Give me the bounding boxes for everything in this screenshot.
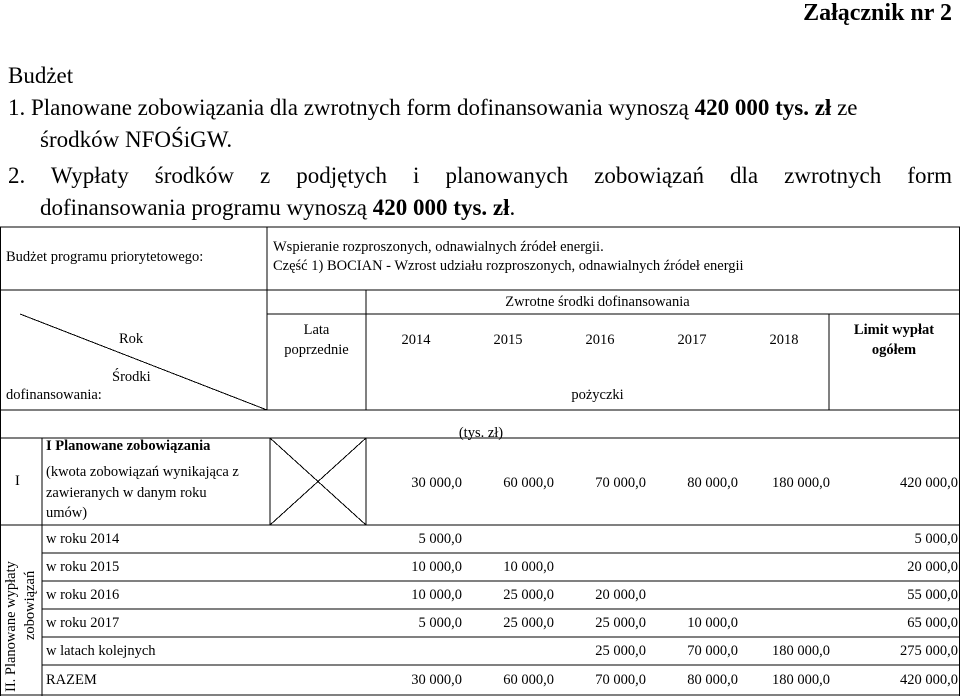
section2-row-total: 420 000,0 [900,672,958,688]
section2-row-label: w roku 2015 [46,559,120,575]
section1-total: 420 000,0 [900,475,958,491]
section2-cell: 180 000,0 [772,643,830,659]
intro-item-1: 1. Planowane zobowiązania dla zwrotnych form dofinansowania wynoszą 420 000 tys. zł ze [8,95,858,120]
header-lata: Lata [303,322,330,338]
header-ogolem: ogółem [871,342,917,358]
header-year-2017: 2017 [677,332,707,348]
section2-cell: 5 000,0 [418,615,462,631]
section2-row-label: w latach kolejnych [46,643,156,659]
section2-cell: 20 000,0 [595,587,646,603]
section2-cell: 180 000,0 [772,672,830,688]
section1-value-2016: 70 000,0 [595,475,646,491]
section-title: Budżet [8,63,74,88]
section2-row-label: w roku 2014 [46,531,120,547]
header-limit: Limit wypłat [853,322,935,338]
intro-item-2-cont: dofinansowania programu wynoszą 420 000 tys. zł. [40,195,516,220]
section1-roman: I [15,473,20,489]
section2-cell: 10 000,0 [687,615,738,631]
header-pozyczki: pożyczki [571,387,624,403]
section2-cell: 25 000,0 [503,587,554,603]
header-year-2015: 2015 [493,332,523,348]
program-name: Wspieranie rozproszonych, odnawialnych źródeł energii. [273,239,604,255]
section2-cell: 10 000,0 [411,587,462,603]
header-rok: Rok [119,331,144,347]
program-part: Część 1) BOCIAN - Wzrost udziału rozproszonych, odnawialnych źródeł energii [273,258,744,274]
section2-row-label: RAZEM [46,672,97,688]
section2-cell: 60 000,0 [503,672,554,688]
section2-row-total: 20 000,0 [907,559,958,575]
section2-cell: 10 000,0 [411,559,462,575]
section2-cell: 10 000,0 [503,559,554,575]
section1-value-2018: 180 000,0 [772,475,830,491]
section2-cell: 80 000,0 [687,672,738,688]
budget-label: Budżet programu priorytetowego: [6,249,204,265]
section1-value-2017: 80 000,0 [687,475,738,491]
section2-cell: 30 000,0 [411,672,462,688]
header-zwrotne: Zwrotne środki dofinansowania [505,294,690,310]
section2-row-total: 5 000,0 [914,531,958,547]
section1-desc-1: (kwota zobowiązań wynikająca z [46,464,239,480]
intro-item-2: 2. Wypłaty środków z podjętych i planowanych zobowiązań dla zwrotnych form [8,163,952,188]
section2-cell: 25 000,0 [503,615,554,631]
header-unit: (tys. zł) [458,425,504,441]
attachment-label: Załącznik nr 2 [803,0,952,26]
section1-desc-3: umów) [46,505,88,521]
section2-row-total: 275 000,0 [900,643,958,659]
section2-cell: 25 000,0 [595,643,646,659]
header-year-2014: 2014 [401,332,431,348]
header-poprzednie: poprzednie [284,342,349,358]
section2-cell: 70 000,0 [595,672,646,688]
section2-cell: 70 000,0 [687,643,738,659]
section2-row-label: w roku 2017 [46,615,120,631]
section2-row-total: 55 000,0 [907,587,958,603]
section1-value-2015: 60 000,0 [503,475,554,491]
section2-vertical-label-1: II. Planowane wypłaty [3,561,19,692]
section2-row-label: w roku 2016 [46,587,120,603]
section2-cell: 25 000,0 [595,615,646,631]
header-year-2018: 2018 [769,332,799,348]
section2-vertical-label-2: zobowiązań [22,570,38,640]
intro-item-1-cont: środków NFOŚiGW. [40,127,233,152]
header-year-2016: 2016 [585,332,615,348]
section2-cell: 5 000,0 [418,531,462,547]
section1-value-2014: 30 000,0 [411,475,462,491]
header-srodki: Środki [112,369,151,385]
section1-desc-2: zawieranych w danym roku [46,485,207,501]
section2-row-total: 65 000,0 [907,615,958,631]
section1-title: I Planowane zobowiązania [46,438,211,454]
header-dofinansowania: dofinansowania: [6,387,102,403]
